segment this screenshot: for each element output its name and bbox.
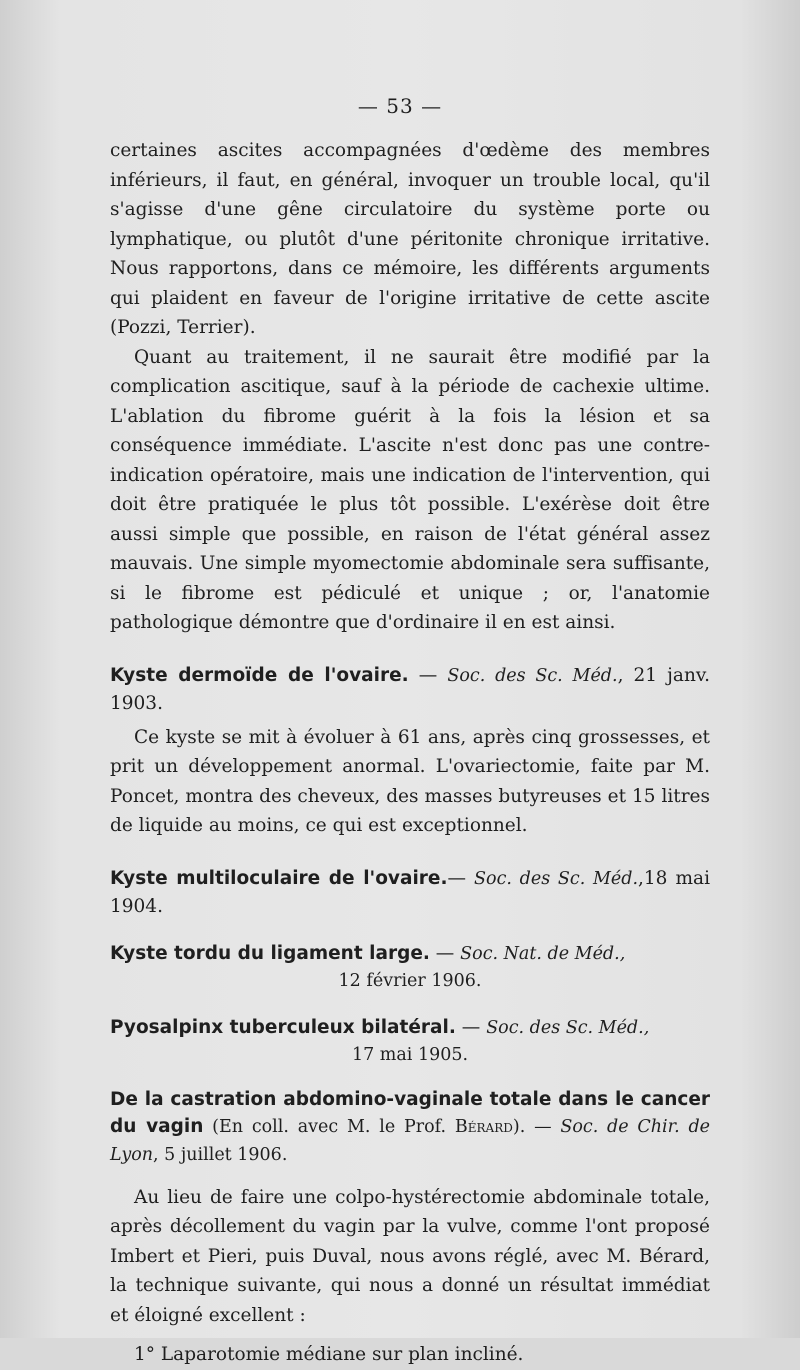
entry-collaborator-name: Bérard bbox=[454, 1116, 513, 1137]
entry-title: Kyste multiloculaire de l'ovaire. bbox=[110, 867, 448, 889]
entry-reference: Soc. des Sc. Méd. bbox=[474, 868, 639, 889]
entry-reference: Soc. des Sc. Méd. bbox=[447, 665, 618, 686]
entry-dash: — bbox=[447, 867, 475, 889]
entry-title: Kyste dermoïde de l'ovaire. bbox=[110, 664, 409, 686]
entry-date: , 21 janv. 1903. bbox=[110, 664, 710, 714]
entry-collaboration: (En coll. avec M. le Prof. bbox=[203, 1116, 455, 1137]
page-content bbox=[110, 136, 710, 1370]
entry-reference: Soc. des Sc. Méd., bbox=[486, 1017, 650, 1038]
entry-reference: Soc. de Chir. de Lyon bbox=[110, 1116, 711, 1165]
intro-paragraph: certaines ascites accompagnées d'œdème des membres inférieurs, il faut, en général, invoquer un trouble local, qu'il s'agisse d'une gêne circulatoire du système porte ou lymphatique, ou plutôt d'une péritonite chronique irritative. Nous rapportons, dans ce mémoire, les différents arguments qui plaident en faveur de l'origine irritative de cette ascite (Pozzi, Terrier). bbox=[110, 140, 710, 338]
entry-date: 12 février 1906. bbox=[338, 970, 482, 991]
entry-dermoid-cyst bbox=[110, 662, 710, 717]
entry-castration bbox=[110, 1086, 710, 1169]
entry-dash: — bbox=[408, 664, 448, 686]
entry-dash: — bbox=[429, 942, 461, 964]
entry-body: Ce kyste se mit à évoluer à 61 ans, après cinq grossesses, et prit un développement anormal. L'ovariectomie, faite par M. Poncet, montra des cheveux, des masses butyreuses et 15 litres de liquide au moins, ce qui est exceptionnel. bbox=[110, 726, 710, 836]
entry-date: ,18 mai 1904. bbox=[110, 867, 710, 917]
entry-dash: — bbox=[455, 1016, 487, 1038]
entry-collaboration-end: ). — bbox=[512, 1116, 561, 1137]
entry-date: 17 mai 1905. bbox=[351, 1044, 469, 1065]
entry-body: Au lieu de faire une colpo-hystérectomie abdominale totale, après décollement du vagin par la vulve, comme l'ont proposé Imbert et Pieri, puis Duval, nous avons réglé, avec M. Bérard, la technique suivante, qui nous a donné un résultat immédiat et éloigné excellent : bbox=[110, 1186, 710, 1326]
entry-reference: Soc. Nat. de Méd., bbox=[460, 943, 626, 964]
entry-date: , 5 juillet 1906. bbox=[153, 1144, 288, 1165]
entry-title: Kyste tordu du ligament large. bbox=[110, 942, 430, 964]
entry-multilocular-cyst bbox=[110, 865, 710, 920]
treatment-paragraph: Quant au traitement, il ne saurait être modifié par la complication ascitique, sauf à la période de cachexie ultime. L'ablation du fibrome guérit à la fois la lésion et sa conséquence immédiate. L'ascite n'est donc pas une contre-indication opératoire, mais une indication de l'intervention, qui doit être pratiquée le plus tôt possible. L'exérèse doit être aussi simple que possible, en raison de l'état général assez mauvais. Une simple myomectomie abdominale sera suffisante, si le fibrome est pédiculé et unique ; or, l'anatomie pathologique démontre que d'ordinaire il en est ainsi. bbox=[110, 346, 710, 633]
entry-title: Pyosalpinx tuberculeux bilatéral. bbox=[110, 1016, 456, 1038]
entry-twisted-cyst bbox=[110, 940, 710, 968]
entry-title: De la castration abdomino-vaginale totale dans le cancer du vagin bbox=[110, 1088, 710, 1137]
entry-pyosalpinx bbox=[110, 1014, 710, 1042]
entry-step-1: 1° Laparotomie médiane sur plan incliné. bbox=[134, 1344, 524, 1365]
page-number: — 53 — bbox=[357, 94, 443, 118]
